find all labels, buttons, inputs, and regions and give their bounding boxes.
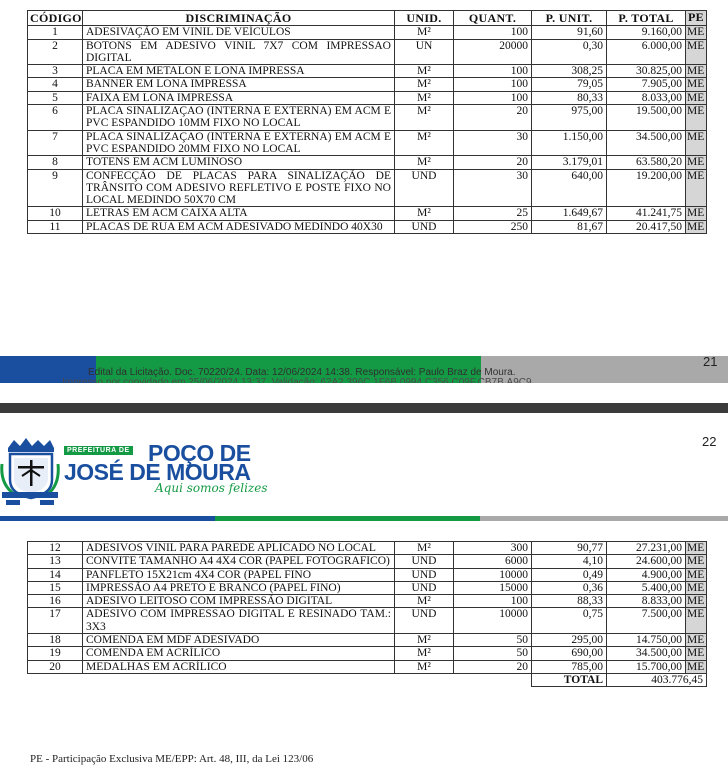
item-unit-price: 79,05 <box>532 78 607 91</box>
table-row <box>28 207 707 220</box>
item-description: LETRAS EM ACM CAIXA ALTA <box>83 207 395 220</box>
item-unit: UND <box>395 568 454 581</box>
item-total-price: 7.500,00 <box>607 608 686 634</box>
item-pe: ME <box>686 26 707 39</box>
total-label: TOTAL <box>532 673 607 686</box>
item-description: BOTONS EM ADESIVO VINIL 7X7 COM IMPRESSAO DIGITAL <box>83 39 395 65</box>
item-unit: UND <box>395 555 454 568</box>
item-code: 7 <box>28 130 83 156</box>
item-unit-price: 785,00 <box>532 660 607 673</box>
item-total-price: 7.905,00 <box>607 78 686 91</box>
item-pe: ME <box>686 130 707 156</box>
item-code: 3 <box>28 65 83 78</box>
table-row <box>28 542 707 555</box>
item-unit: M² <box>395 78 454 91</box>
item-pe: ME <box>686 634 707 647</box>
table-row <box>28 156 707 169</box>
table-row <box>28 78 707 91</box>
item-description: CONFECÇÃO DE PLACAS PARA SINALIZAÇÃO DE TRÂNSITO COM ADESIVO REFLETIVO E POSTE FIXO NO LOCAL MEDINDO 50X70 CM <box>83 169 395 207</box>
page-separator <box>0 403 728 413</box>
item-code: 4 <box>28 78 83 91</box>
item-description: PLACA SINALIZAÇAO (INTERNA E EXTERNA) EM ACM E PVC ESPANDIDO 10MM FIXO NO LOCAL <box>83 105 395 131</box>
item-unit-price: 690,00 <box>532 647 607 660</box>
item-pe: ME <box>686 568 707 581</box>
item-unit-price: 0,30 <box>532 39 607 65</box>
table-row <box>28 595 707 608</box>
item-quantity: 250 <box>454 220 532 233</box>
item-unit: M² <box>395 542 454 555</box>
page-number-2: 22 <box>702 434 717 449</box>
item-unit: M² <box>395 156 454 169</box>
item-description: ADESIVAÇÃO EM VINIL DE VEÍCULOS <box>83 26 395 39</box>
item-pe: ME <box>686 595 707 608</box>
item-total-price: 30.825,00 <box>607 65 686 78</box>
item-code: 1 <box>28 26 83 39</box>
item-pe: ME <box>686 581 707 594</box>
item-code: 9 <box>28 169 83 207</box>
header-unit-price: P. UNIT. <box>532 11 607 26</box>
item-description: FAIXA EM LONA IMPRESSA <box>83 91 395 104</box>
item-unit-price: 0,75 <box>532 608 607 634</box>
table-row <box>28 91 707 104</box>
item-total-price: 6.000,00 <box>607 39 686 65</box>
table-row <box>28 105 707 131</box>
item-pe: ME <box>686 78 707 91</box>
item-pe: ME <box>686 542 707 555</box>
item-pe: ME <box>686 169 707 207</box>
item-unit-price: 90,77 <box>532 542 607 555</box>
item-unit-price: 975,00 <box>532 105 607 131</box>
footer-document-info: Edital da Licitação. Doc. 70220/24. Data: 12/06/2024 14:38. Responsável: Paulo Braz de Moura. <box>88 367 516 378</box>
header-code: CÓDIGO <box>28 11 83 26</box>
item-unit: UND <box>395 608 454 634</box>
item-pe: ME <box>686 660 707 673</box>
item-description: COMENDA EM MDF ADESIVADO <box>83 634 395 647</box>
item-total-price: 34.500,00 <box>607 647 686 660</box>
item-quantity: 25 <box>454 207 532 220</box>
item-pe: ME <box>686 91 707 104</box>
item-unit: M² <box>395 647 454 660</box>
item-quantity: 20 <box>454 156 532 169</box>
item-unit-price: 0,36 <box>532 581 607 594</box>
total-row-spacer <box>28 673 532 686</box>
item-unit: M² <box>395 634 454 647</box>
item-pe: ME <box>686 555 707 568</box>
item-total-price: 24.600,00 <box>607 555 686 568</box>
item-unit-price: 1.150,00 <box>532 130 607 156</box>
item-total-price: 19.200,00 <box>607 169 686 207</box>
item-total-price: 9.160,00 <box>607 26 686 39</box>
item-quantity: 6000 <box>454 555 532 568</box>
item-total-price: 34.500,00 <box>607 130 686 156</box>
item-unit: M² <box>395 595 454 608</box>
item-quantity: 100 <box>454 595 532 608</box>
item-code: 14 <box>28 568 83 581</box>
item-quantity: 50 <box>454 634 532 647</box>
item-total-price: 41.241,75 <box>607 207 686 220</box>
item-description: PLACAS DE RUA EM ACM ADESIVADO MEDINDO 40X30 <box>83 220 395 233</box>
item-code: 13 <box>28 555 83 568</box>
item-description: ADESIVO COM IMPRESSAO DIGITAL E RESINADO TAM.: 3X3 <box>83 608 395 634</box>
header-band-blue <box>0 516 215 521</box>
item-unit-price: 1.649,67 <box>532 207 607 220</box>
table-row <box>28 130 707 156</box>
item-unit-price: 295,00 <box>532 634 607 647</box>
table-row <box>28 39 707 65</box>
total-value: 403.776,45 <box>607 673 707 686</box>
item-total-price: 63.580,20 <box>607 156 686 169</box>
item-code: 8 <box>28 156 83 169</box>
item-code: 10 <box>28 207 83 220</box>
item-unit-price: 0,49 <box>532 568 607 581</box>
table-row <box>28 220 707 233</box>
item-quantity: 10000 <box>454 568 532 581</box>
table-row <box>28 65 707 78</box>
item-description: PANFLETO 15X21cm 4X4 COR (PAPEL FINO <box>83 568 395 581</box>
item-quantity: 100 <box>454 78 532 91</box>
item-total-price: 8.033,00 <box>607 91 686 104</box>
item-code: 11 <box>28 220 83 233</box>
item-pe: ME <box>686 156 707 169</box>
item-code: 17 <box>28 608 83 634</box>
item-description: CONVITE TAMANHO A4 4X4 COR (PAPEL FOTOGRAFICO) <box>83 555 395 568</box>
item-pe: ME <box>686 105 707 131</box>
item-quantity: 20 <box>454 105 532 131</box>
item-code: 2 <box>28 39 83 65</box>
items-table-page-22 <box>27 541 707 687</box>
item-code: 12 <box>28 542 83 555</box>
table-row <box>28 647 707 660</box>
item-quantity: 300 <box>454 542 532 555</box>
item-description: MEDALHAS EM ACRÍLICO <box>83 660 395 673</box>
item-unit: UN <box>395 39 454 65</box>
brand-slogan: Aqui somos felizes <box>155 481 268 495</box>
items-table-page-21 <box>27 10 707 234</box>
item-description: BANNER EM LONA IMPRESSA <box>83 78 395 91</box>
header-description: DISCRIMINAÇÃO <box>83 11 395 26</box>
header-unit: UNID. <box>395 11 454 26</box>
page-number: 21 <box>703 354 718 369</box>
item-pe: ME <box>686 608 707 634</box>
item-unit: UND <box>395 581 454 594</box>
item-description: PLACA SINALIZAÇAO (INTERNA E EXTERNA) EM ACM E PVC ESPANDIDO 20MM FIXO NO LOCAL <box>83 130 395 156</box>
item-unit: M² <box>395 660 454 673</box>
table-row <box>28 581 707 594</box>
item-unit: M² <box>395 26 454 39</box>
item-quantity: 20000 <box>454 39 532 65</box>
header-pe: PE <box>686 11 707 26</box>
item-code: 15 <box>28 581 83 594</box>
header-band-green <box>215 516 480 521</box>
table-row <box>28 26 707 39</box>
item-description: TOTENS EM ACM LUMINOSO <box>83 156 395 169</box>
item-pe: ME <box>686 207 707 220</box>
item-pe: ME <box>686 647 707 660</box>
total-row <box>28 673 707 686</box>
table-row <box>28 568 707 581</box>
item-quantity: 10000 <box>454 608 532 634</box>
item-unit-price: 80,33 <box>532 91 607 104</box>
item-code: 5 <box>28 91 83 104</box>
item-quantity: 30 <box>454 130 532 156</box>
item-quantity: 20 <box>454 660 532 673</box>
item-pe: ME <box>686 65 707 78</box>
item-total-price: 19.500,00 <box>607 105 686 131</box>
item-quantity: 30 <box>454 169 532 207</box>
item-code: 19 <box>28 647 83 660</box>
item-unit: M² <box>395 65 454 78</box>
item-pe: ME <box>686 39 707 65</box>
item-description: PLACA EM METALON E LONA IMPRESSA <box>83 65 395 78</box>
item-unit-price: 91,60 <box>532 26 607 39</box>
item-unit-price: 308,25 <box>532 65 607 78</box>
item-quantity: 100 <box>454 91 532 104</box>
page-gap <box>0 383 728 403</box>
brand-name-line-2: JOSÉ DE MOURA <box>64 459 251 485</box>
item-code: 18 <box>28 634 83 647</box>
municipal-coat-of-arms-icon <box>0 436 60 512</box>
item-unit-price: 88,33 <box>532 595 607 608</box>
item-unit-price: 640,00 <box>532 169 607 207</box>
item-total-price: 27.231,00 <box>607 542 686 555</box>
table-row <box>28 555 707 568</box>
header-band-grey <box>480 516 728 521</box>
header-total-price: P. TOTAL <box>607 11 686 26</box>
item-code: 16 <box>28 595 83 608</box>
pe-footnote: PE - Participação Exclusiva ME/EPP: Art. 48, III, da Lei 123/06 <box>30 753 314 765</box>
brand-name-line-1: POÇO DE <box>148 440 251 466</box>
item-code: 6 <box>28 105 83 131</box>
brand-tag: PREFEITURA DE <box>64 446 133 455</box>
table-row <box>28 660 707 673</box>
table-row <box>28 169 707 207</box>
item-description: ADESIVOS VINIL PARA PAREDE APLICADO NO LOCAL <box>83 542 395 555</box>
item-description: IMPRESSÃO A4 PRETO E BRANCO (PAPEL FINO) <box>83 581 395 594</box>
item-unit: M² <box>395 105 454 131</box>
item-quantity: 100 <box>454 65 532 78</box>
item-total-price: 4.900,00 <box>607 568 686 581</box>
item-description: ADESIVO LEITOSO COM IMPRESSÃO DIGITAL <box>83 595 395 608</box>
item-unit: UND <box>395 220 454 233</box>
item-unit-price: 3.179,01 <box>532 156 607 169</box>
table-row <box>28 608 707 634</box>
item-total-price: 8.833,00 <box>607 595 686 608</box>
table-row <box>28 634 707 647</box>
table-header-row <box>28 11 707 26</box>
item-total-price: 5.400,00 <box>607 581 686 594</box>
item-total-price: 20.417,50 <box>607 220 686 233</box>
item-quantity: 100 <box>454 26 532 39</box>
item-quantity: 15000 <box>454 581 532 594</box>
item-unit: M² <box>395 130 454 156</box>
item-quantity: 50 <box>454 647 532 660</box>
item-unit: M² <box>395 207 454 220</box>
item-unit: M² <box>395 91 454 104</box>
item-total-price: 15.700,00 <box>607 660 686 673</box>
item-unit-price: 81,67 <box>532 220 607 233</box>
header-quantity: QUANT. <box>454 11 532 26</box>
item-code: 20 <box>28 660 83 673</box>
item-unit: UND <box>395 169 454 207</box>
item-description: COMENDA EM ACRÍLICO <box>83 647 395 660</box>
item-unit-price: 4,10 <box>532 555 607 568</box>
item-total-price: 14.750,00 <box>607 634 686 647</box>
item-pe: ME <box>686 220 707 233</box>
